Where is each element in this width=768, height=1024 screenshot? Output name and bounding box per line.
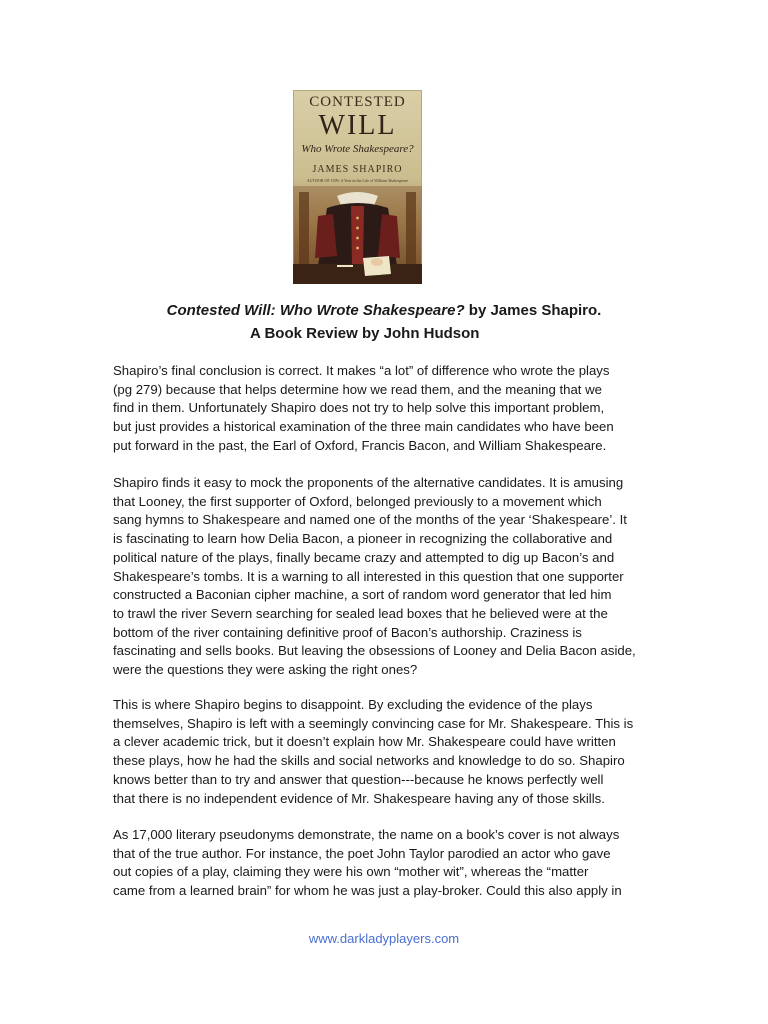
text-line: Shapiro finds it easy to mock the proponents of the alternative candidates. It is amusing	[113, 475, 624, 490]
text-line: these plays, how he had the skills and social networks and knowledge to do so. Shapiro	[113, 753, 625, 769]
book-title: Contested Will: Who Wrote Shakespeare?	[166, 302, 465, 319]
text-line: themselves, Shapiro is left with a seemingly convincing case for Mr. Shakespeare. This is	[113, 715, 634, 731]
paragraph-1	[113, 362, 658, 456]
text-line: This is where Shapiro begins to disappoint. By excluding the evidence of the plays	[113, 697, 593, 712]
cover-title-line2: WILL	[318, 110, 397, 141]
text-line: sang hymns to Shakespeare and named one of the months of the year ‘Shakespeare’. It	[113, 512, 627, 528]
text-line: to trawl the river Severn searching for sealed lead boxes that he believed were at the	[113, 605, 608, 621]
text-line: Shakespeare’s tombs. It is a warning to all interested in this question that one supporter	[113, 568, 624, 584]
paragraph-4	[113, 826, 658, 901]
review-byline: A Book Review by John Hudson	[250, 325, 480, 342]
text-line: Shapiro’s final conclusion is correct. It makes “a lot” of difference who wrote the plays	[113, 363, 610, 378]
text-line: constructed a Baconian cipher machine, a sort of random word generator that led him	[113, 587, 612, 603]
text-line: out copies of a play, claiming they were his own “mother wit”, whereas the “matter	[113, 864, 589, 880]
paragraph-3	[113, 696, 658, 808]
text-line: put forward in the past, the Earl of Oxford, Francis Bacon, and William Shakespeare.	[113, 437, 607, 453]
paragraph-2	[113, 474, 658, 680]
book-cover-image	[293, 90, 422, 284]
cover-title-line1: CONTESTED	[309, 94, 406, 110]
cover-figure-illustration	[293, 186, 422, 284]
text-line: a clever academic trick, but it doesn’t explain how Mr. Shakespeare could have written	[113, 734, 616, 750]
cover-subtitle: Who Wrote Shakespeare?	[301, 143, 414, 155]
text-line: fascinating and sells books. But leaving the obsessions of Looney and Delia Bacon aside,	[113, 643, 636, 659]
text-line: were the questions they were asking the right ones?	[113, 662, 418, 678]
text-line: As 17,000 literary pseudonyms demonstrate, the name on a book’s cover is not always	[113, 827, 620, 842]
text-line: that of the true author. For instance, the poet John Taylor parodied an actor who gave	[113, 845, 611, 861]
text-line: that Looney, the first supporter of Oxford, belonged previously to a movement which	[113, 493, 602, 509]
cover-author: JAMES SHAPIRO	[312, 164, 403, 175]
website-link[interactable]: www.darkladyplayers.com	[308, 931, 460, 946]
text-line: is fascinating to learn how Delia Bacon, a pioneer in recognizing the collaborative and	[113, 531, 613, 547]
book-author: by James Shapiro.	[464, 302, 602, 319]
text-line: bottom of the river containing definitive proof of Bacon’s authorship. Craziness is	[113, 624, 582, 640]
cover-tagline: AUTHOR OF 1599: A Year in the Life of William Shakespeare	[306, 178, 409, 183]
text-line: knows better than to try and answer that question---because he knows perfectly well	[113, 771, 604, 787]
text-line: political nature of the plays, finally became crazy and attempted to dig up Bacon’s and	[113, 549, 615, 565]
review-title	[0, 302, 768, 319]
text-line: came from a learned brain” for whom he was just a play-broker. Could this also apply in	[113, 883, 622, 899]
text-line: find in them. Unfortunately Shapiro does not try to help solve this important problem,	[113, 400, 605, 416]
text-line: that there is no independent evidence of Mr. Shakespeare having any of those skills.	[113, 790, 605, 806]
text-line: but just provides a historical examination of the three main candidates who have been	[113, 419, 614, 435]
text-line: (pg 279) because that helps determine how we read them, and the meaning that we	[113, 381, 602, 397]
